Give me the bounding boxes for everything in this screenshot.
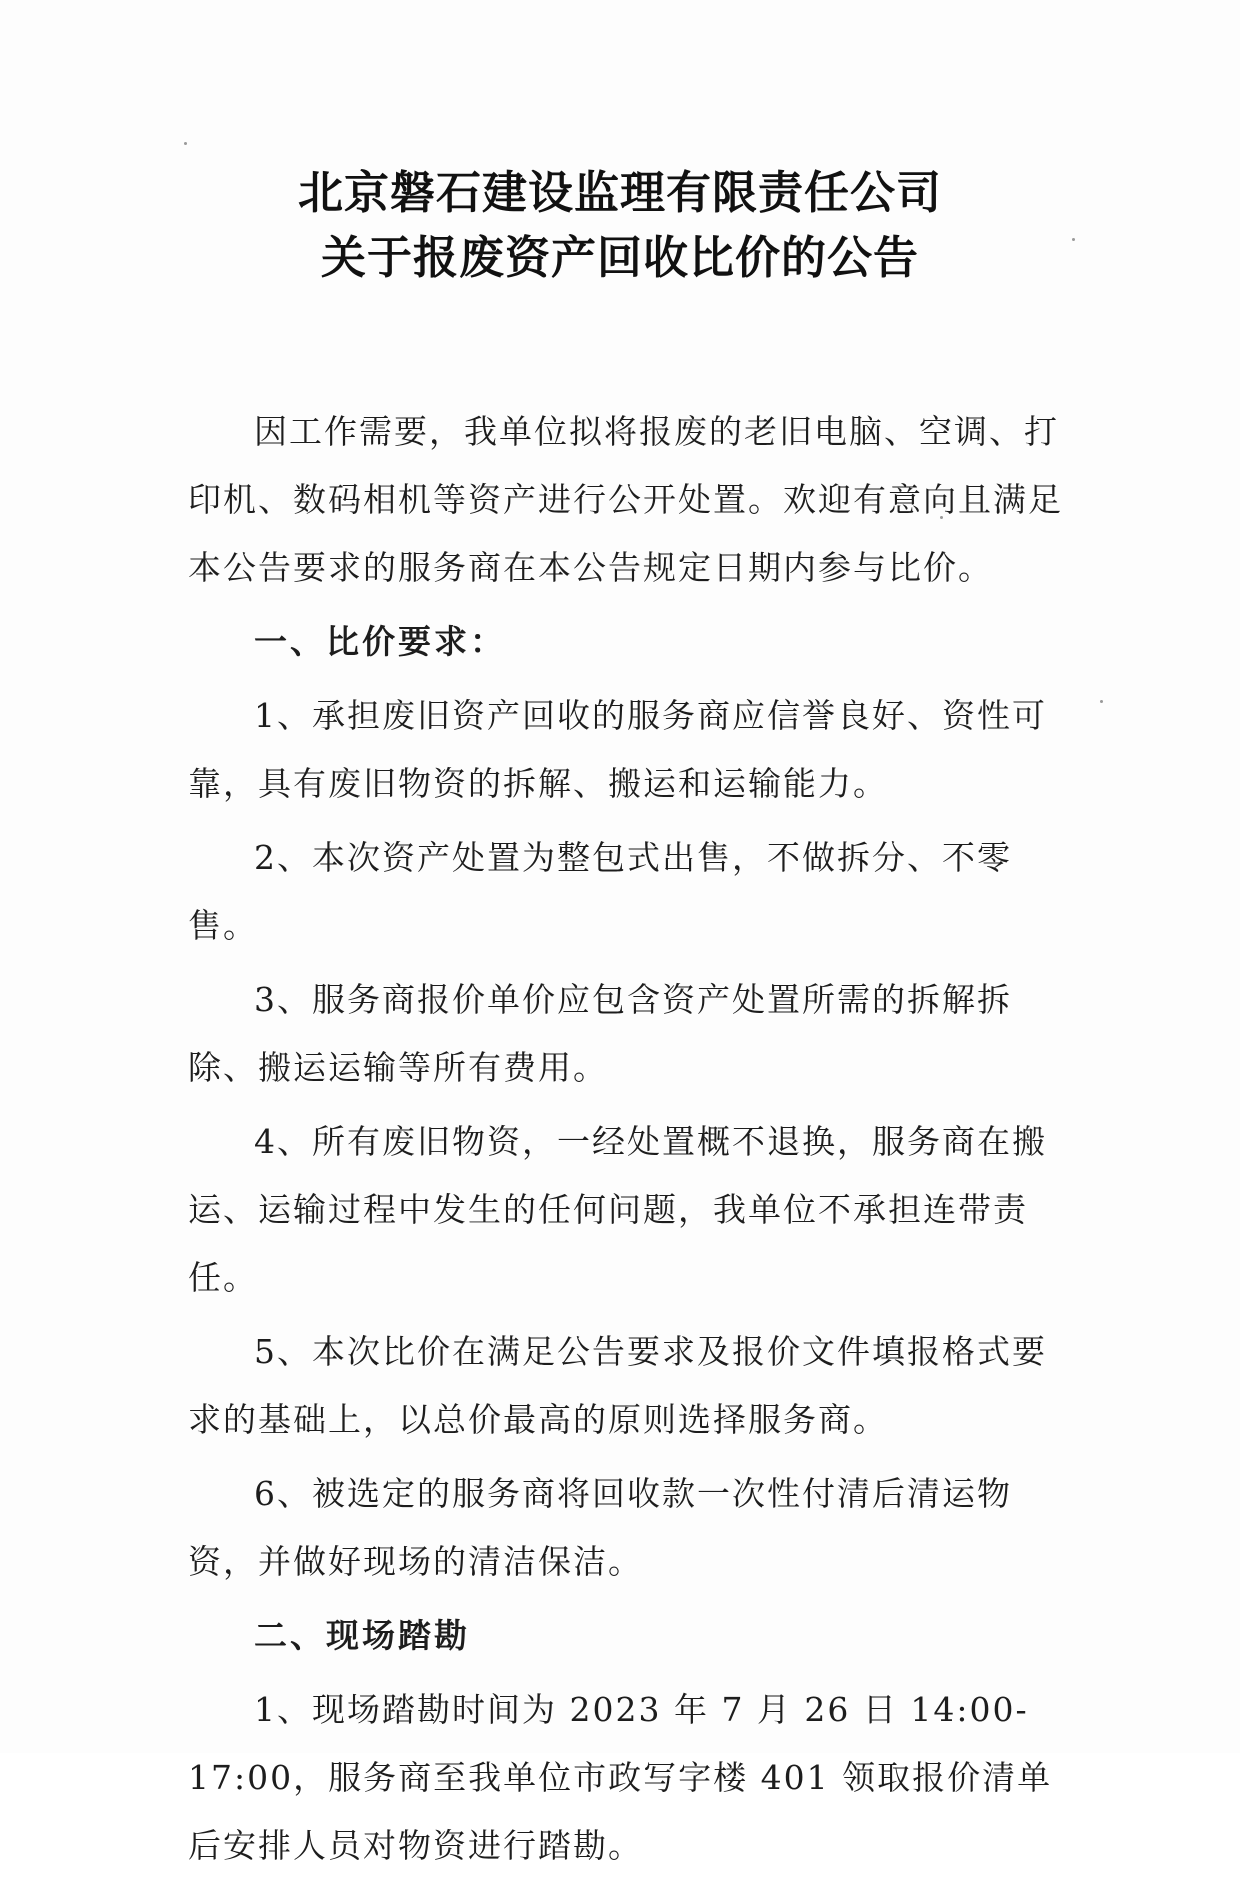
document-body	[188, 398, 1068, 1886]
title-line-2: 关于报废资产回收比价的公告	[320, 231, 919, 284]
scan-speck	[1100, 700, 1103, 703]
document-title	[0, 160, 1240, 290]
requirement-item: 1、承担废旧资产回收的服务商应信誉良好、资性可靠，具有废旧物资的拆解、搬运和运输能力。	[188, 696, 1047, 803]
requirement-item: 6、被选定的服务商将回收款一次性付清后清运物资，并做好现场的清洁保洁。	[188, 1474, 1012, 1581]
requirement-item: 3、服务商报价单价应包含资产处置所需的拆解拆除、搬运运输等所有费用。	[188, 980, 1012, 1087]
requirement-item: 5、本次比价在满足公告要求及报价文件填报格式要求的基础上，以总价最高的原则选择服务商。	[188, 1332, 1047, 1439]
scan-speck	[184, 142, 187, 145]
intro-paragraph: 因工作需要，我单位拟将报废的老旧电脑、空调、打印机、数码相机等资产进行公开处置。欢迎有意向且满足本公告要求的服务商在本公告规定日期内参与比价。	[188, 412, 1063, 587]
site-survey-item: 1、现场踏勘时间为 2023 年 7 月 26 日 14:00-17:00，服务商至我单位市政写字楼 401 领取报价清单后安排人员对物资进行踏勘。	[188, 1690, 1053, 1865]
section-heading-site-survey: 二、现场踏勘	[254, 1616, 470, 1655]
requirement-item: 4、所有废旧物资，一经处置概不退换，服务商在搬运、运输过程中发生的任何问题，我单位不承担连带责任。	[188, 1122, 1047, 1297]
section-heading-bidding-requirements: 一、比价要求：	[254, 622, 506, 661]
title-line-1: 北京磐石建设监理有限责任公司	[297, 166, 942, 219]
requirement-item: 2、本次资产处置为整包式出售，不做拆分、不零售。	[188, 838, 1012, 945]
